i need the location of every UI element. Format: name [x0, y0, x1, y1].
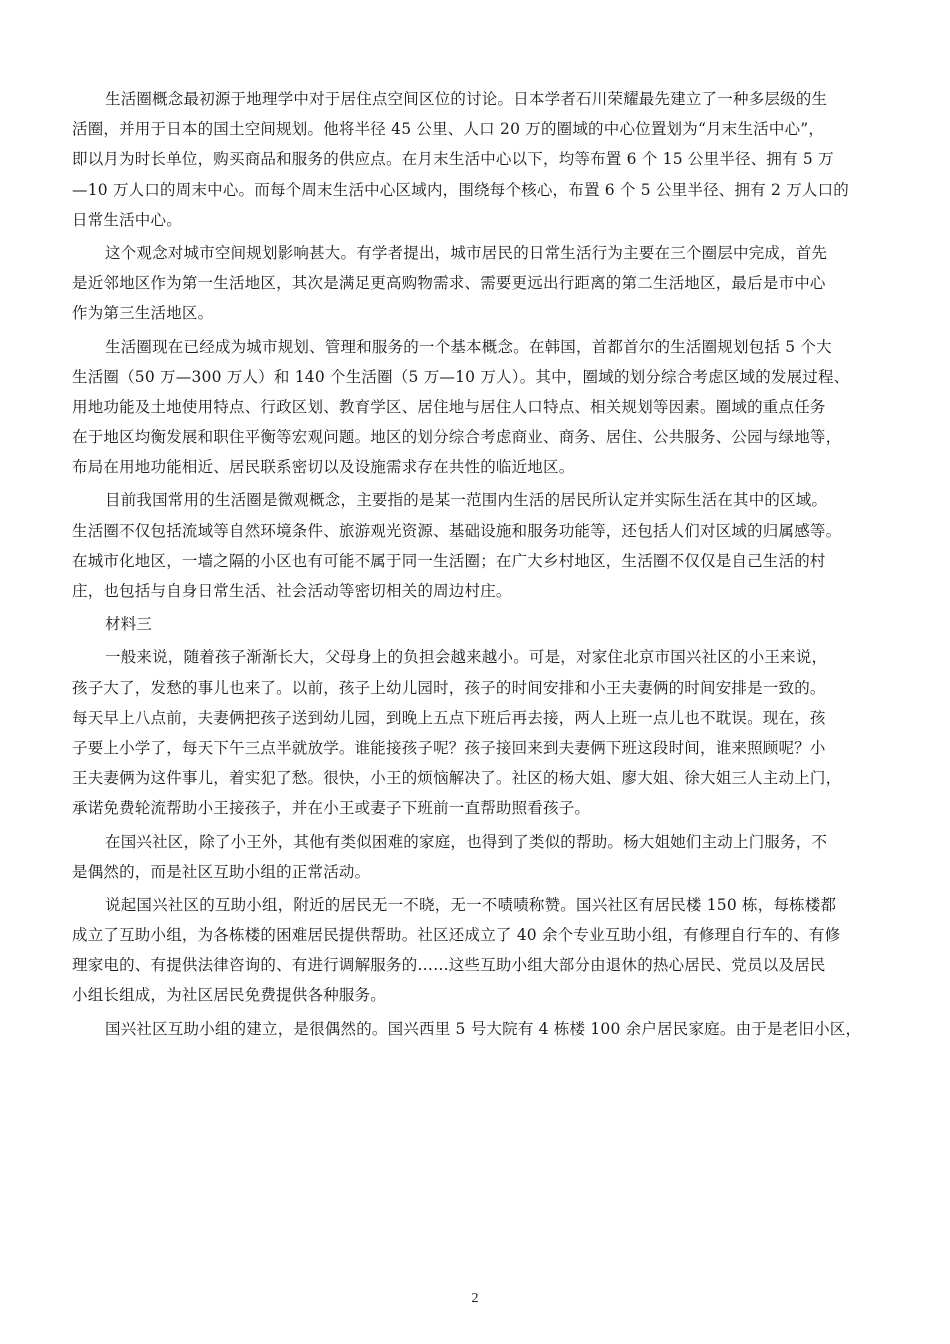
text-line: 在城市化地区，一墙之隔的小区也有可能不属于同一生活圈；在广大乡村地区，生活圈不仅仅是自己生活的村	[72, 551, 826, 570]
text-line: 生活圈现在已经成为城市规划、管理和服务的一个基本概念。在韩国，首都首尔的生活圈规划包括 5 个大	[105, 337, 832, 356]
text-line: 说起国兴社区的互助小组，附近的居民无一不晓，无一不啧啧称赞。国兴社区有居民楼 150 栋，每栋楼都	[105, 895, 837, 914]
text-line: 国兴社区互助小组的建立，是很偶然的。国兴西里 5 号大院有 4 栋楼 100 余户居民家庭。由于是老旧小区，	[105, 1019, 862, 1038]
text-line: 在于地区均衡发展和职住平衡等宏观问题。地区的划分综合考虑商业、商务、居住、公共服务、公园与绿地等，	[72, 428, 842, 447]
text-line: 子要上小学了，每天下午三点半就放学。谁能接孩子呢？孩子接回来到夫妻俩下班这段时间，谁来照顾呢？小	[72, 738, 826, 757]
text-line: 材料三	[105, 615, 153, 634]
paragraph	[72, 609, 892, 639]
text-line: 小组长组成，为社区居民免费提供各种服务。	[72, 986, 387, 1005]
text-line: 承诺免费轮流帮助小王接孩子，并在小王或妻子下班前一直帮助照看孩子。	[72, 799, 591, 818]
text-line: 孩子大了，发愁的事儿也来了。以前，孩子上幼儿园时，孩子的时间安排和小王夫妻俩的时间安排是一致的。	[72, 678, 826, 697]
paragraph	[72, 890, 892, 1011]
text-line: 是偶然的，而是社区互助小组的正常活动。	[72, 862, 371, 881]
text-line: 目前我国常用的生活圈是微观概念，主要指的是某一范围内生活的居民所认定并实际生活在其中的区域。	[105, 491, 828, 510]
text-line: 一般来说，随着孩子渐渐长大，父母身上的负担会越来越小。可是，对家住北京市国兴社区的小王来说，	[105, 648, 828, 667]
page-number: 2	[471, 1291, 479, 1306]
text-line: 生活圈不仅包括流域等自然环境条件、旅游观光资源、基础设施和服务功能等，还包括人们对区域的归属感等。	[72, 521, 842, 540]
text-line: 在国兴社区，除了小王外，其他有类似困难的家庭，也得到了类似的帮助。杨大姐她们主动上门服务，不	[105, 832, 828, 851]
text-line: 布局在用地功能相近、居民联系密切以及设施需求存在共性的临近地区。	[72, 458, 575, 477]
paragraph	[72, 332, 892, 483]
text-line: 活圈，并用于日本的国土空间规划。他将半径 45 公里、人口 20 万的圈域的中心位置划为“月末生活中心”，	[72, 120, 825, 139]
text-line: 作为第三生活地区。	[72, 304, 214, 323]
text-line: 理家电的、有提供法律咨询的、有进行调解服务的……这些互助小组大部分由退休的热心居民、党员以及居民	[72, 956, 826, 975]
paragraph	[72, 642, 892, 823]
paragraph	[72, 84, 892, 235]
text-line: —10 万人口的周末中心。而每个周末生活中心区域内，围绕每个核心，布置 6 个 5 公里半径、拥有 2 万人口的	[72, 180, 849, 199]
document-body	[72, 84, 892, 1047]
text-line: 生活圈（50 万—300 万人）和 140 个生活圈（5 万—10 万人）。其中，圈域的划分综合考虑区域的发展过程、	[72, 367, 850, 386]
text-line: 即以月为时长单位，购买商品和服务的供应点。在月末生活中心以下，均等布置 6 个 15 公里半径、拥有 5 万	[72, 150, 834, 169]
paragraph	[72, 827, 892, 887]
text-line: 王夫妻俩为这件事儿，着实犯了愁。很快，小王的烦恼解决了。社区的杨大姐、廖大姐、徐大姐三人主动上门，	[72, 769, 842, 788]
text-line: 生活圈概念最初源于地理学中对于居住点空间区位的讨论。日本学者石川荣耀最先建立了一种多层级的生	[105, 90, 828, 108]
paragraph	[72, 238, 892, 329]
text-line: 是近邻地区作为第一生活地区，其次是满足更高购物需求、需要更远出行距离的第二生活地区，最后是市中心	[72, 274, 826, 293]
text-line: 庄，也包括与自身日常生活、社会活动等密切相关的周边村庄。	[72, 582, 512, 600]
text-line: 每天早上八点前，夫妻俩把孩子送到幼儿园，到晚上五点下班后再去接，两人上班一点儿也不耽误。现在，孩	[72, 708, 826, 727]
text-line: 用地功能及土地使用特点、行政区划、教育学区、居住地与居住人口特点、相关规划等因素。圈域的重点任务	[72, 397, 826, 416]
text-line: 成立了互助小组，为各栋楼的困难居民提供帮助。社区还成立了 40 余个专业互助小组，有修理自行车的、有修	[72, 926, 841, 945]
text-line: 这个观念对城市空间规划影响甚大。有学者提出，城市居民的日常生活行为主要在三个圈层中完成，首先	[105, 243, 828, 262]
text-line: 日常生活中心。	[72, 210, 182, 229]
paragraph	[72, 485, 892, 606]
paragraph	[72, 1014, 892, 1044]
